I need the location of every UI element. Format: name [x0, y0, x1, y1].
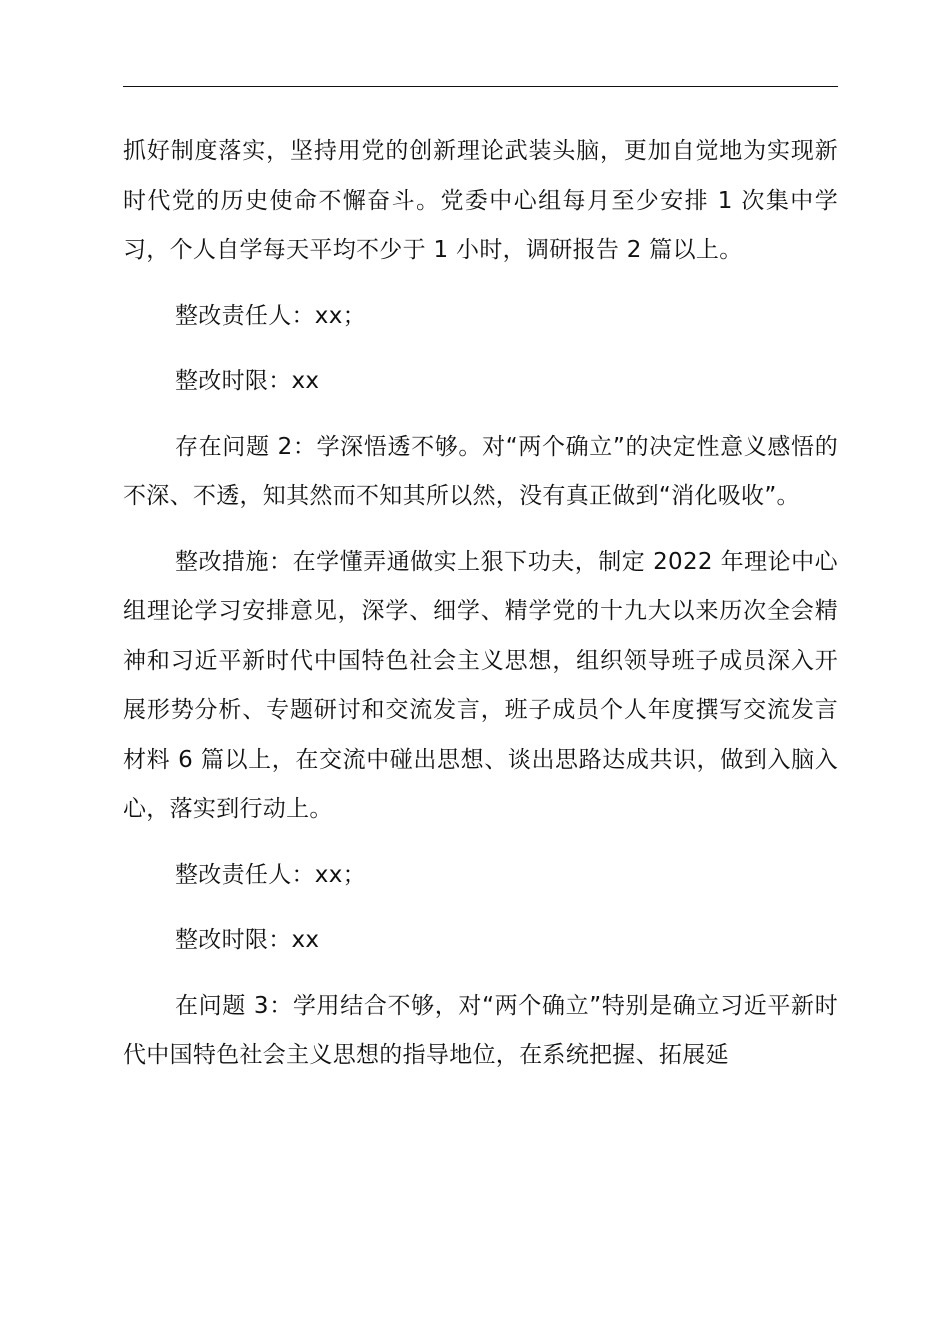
header-rule	[123, 86, 838, 87]
paragraph-problem-3: 在问题 3：学用结合不够，对“两个确立”特别是确立习近平新时代中国特色社会主义思想的指导地位，在系统把握、拓展延	[123, 992, 838, 1068]
document-body	[123, 127, 838, 1081]
paragraph-deadline-1: 整改时限：xx	[175, 368, 320, 394]
paragraph-deadline-2: 整改时限：xx	[175, 927, 320, 953]
paragraph-responsible-person-1: 整改责任人：xx；	[175, 302, 366, 329]
paragraph-continuation: 抓好制度落实，坚持用党的创新理论武装头脑，更加自觉地为实现新时代党的历史使命不懈奋斗。党委中心组每月至少安排 1 次集中学习，个人自学每天平均不少于 1 小时，调研报告 2 篇以上。	[123, 138, 838, 263]
paragraph-measures-2: 整改措施：在学懂弄通做实上狠下功夫，制定 2022 年理论中心组理论学习安排意见，深学、细学、精学党的十九大以来历次全会精神和习近平新时代中国特色社会主义思想，组织领导班子成员深入开展形势分析、专题研讨和交流发言，班子成员个人年度撰写交流发言材料 6 篇以上，在交流中碰出思想、谈出思路达成共识，做到入脑入心，落实到行动上。	[123, 548, 838, 822]
paragraph-responsible-person-2: 整改责任人：xx；	[175, 861, 366, 888]
paragraph-problem-2: 存在问题 2：学深悟透不够。对“两个确立”的决定性意义感悟的不深、不透，知其然而不知其所以然，没有真正做到“消化吸收”。	[123, 433, 838, 509]
